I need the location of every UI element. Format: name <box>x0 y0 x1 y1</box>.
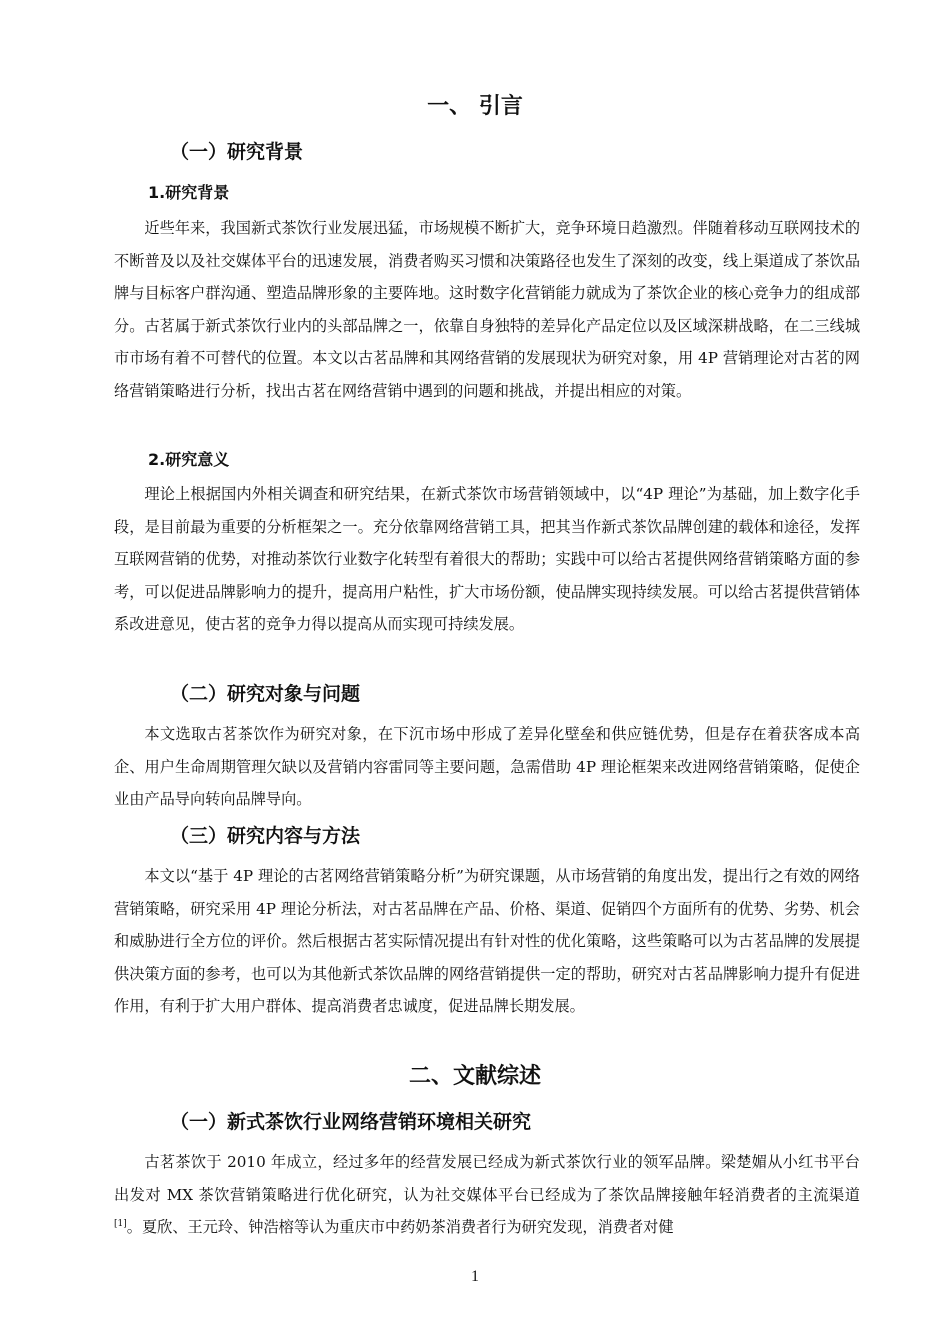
paragraph-research-object: 本文选取古茗茶饮作为研究对象，在下沉市场中形成了差异化壁垒和供应链优势，但是存在着获客成本高企、用户生命周期管理欠缺以及营销内容雷同等主要问题，急需借助 4P 理论框架来改进网络营销策略，促使企业由产品导向转向品牌导向。 <box>114 725 860 809</box>
paragraph-text-part-a: 古茗茶饮于 2010 年成立，经过多年的经营发展已经成为新式茶饮行业的领军品牌。梁楚媚从小红书平台出发对 MX 茶饮营销策略进行优化研究，认为社交媒体平台已经成为了茶饮品牌接触年轻消费者的主流渠道 <box>114 1153 860 1204</box>
section-1-1-2-title: 2.研究意义 <box>148 450 230 469</box>
section-1-title: 一、 引言 <box>427 94 523 119</box>
paragraph-research-background: 近些年来，我国新式茶饮行业发展迅猛，市场规模不断扩大，竞争环境日趋激烈。伴随着移动互联网技术的不断普及以及社交媒体平台的迅速发展，消费者购买习惯和决策路径也发生了深刻的改变，线上渠道成了茶饮品牌与目标客户群沟通、塑造品牌形象的主要阵地。这时数字化营销能力就成为了茶饮企业的核心竞争力的组成部分。古茗属于新式茶饮行业内的头部品牌之一，依靠自身独特的差异化产品定位以及区域深耕战略，在二三线城市市场有着不可替代的位置。本文以古茗品牌和其网络营销的发展现状为研究对象，用 4P 营销理论对古茗的网络营销策略进行分析，找出古茗在网络营销中遇到的问题和挑战，并提出相应的对策。 <box>114 219 860 400</box>
section-2-title: 二、文献综述 <box>408 1064 541 1089</box>
section-1-2-title: （二）研究对象与问题 <box>170 683 361 705</box>
paragraph-literature-review <box>114 1146 860 1244</box>
section-2-1-title: （一）新式茶饮行业网络营销环境相关研究 <box>170 1111 532 1133</box>
paragraph-text-part-b: 。夏欣、王元玲、钟浩榕等认为重庆市中药奶茶消费者行为研究发现，消费者对健 <box>126 1218 674 1237</box>
section-1-1-title: （一）研究背景 <box>170 141 304 163</box>
paragraph-research-content: 本文以“基于 4P 理论的古茗网络营销策略分析”为研究课题，从市场营销的角度出发，提出行之有效的网络营销策略，研究采用 4P 理论分析法，对古茗品牌在产品、价格、渠道、促销四个方面所有的优势、劣势、机会和威胁进行全方位的评价。然后根据古茗实际情况提出有针对性的优化策略，这些策略可以为古茗品牌的发展提供决策方面的参考，也可以为其他新式茶饮品牌的网络营销提供一定的帮助，研究对古茗品牌影响力提升有促进作用，有利于扩大用户群体、提高消费者忠诚度，促进品牌长期发展。 <box>114 867 860 1016</box>
paragraph-research-significance: 理论上根据国内外相关调查和研究结果，在新式茶饮市场营销领域中，以“4P 理论”为基础，加上数字化手段，是目前最为重要的分析框架之一。充分依靠网络营销工具，把其当作新式茶饮品牌创建的载体和途径，发挥互联网营销的优势，对推动茶饮行业数字化转型有着很大的帮助；实践中可以给古茗提供网络营销策略方面的参考，可以促进品牌影响力的提升，提高用户粘性，扩大市场份额，使品牌实现持续发展。可以给古茗提供营销体系改进意见，使古茗的竞争力得以提高从而实现可持续发展。 <box>114 485 860 634</box>
page-number: 1 <box>471 1268 479 1285</box>
section-1-3-title: （三）研究内容与方法 <box>170 825 361 847</box>
citation-marker[interactable]: [1] <box>114 1219 127 1230</box>
section-1-1-1-title: 1.研究背景 <box>148 183 230 202</box>
